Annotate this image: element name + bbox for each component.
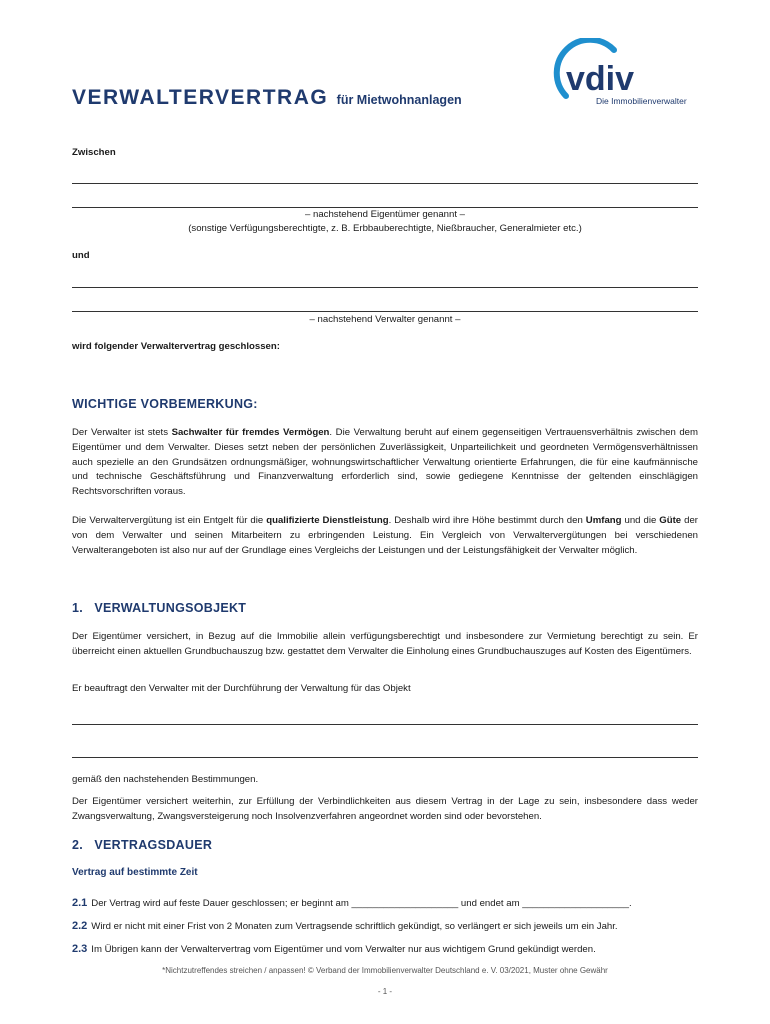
title-sub: für Mietwohnanlagen — [336, 93, 462, 107]
object-line-1[interactable] — [72, 724, 698, 725]
document-title — [72, 86, 462, 110]
section2-subheading: Vertrag auf bestimmte Zeit — [72, 867, 198, 878]
vdiv-logo — [552, 38, 702, 112]
manager-line-2[interactable] — [72, 311, 698, 312]
section1-paragraph-2: Er beauftragt den Verwalter mit der Durchführung der Verwaltung für das Objekt — [72, 683, 411, 694]
clause-2-3: 2.3 Im Übrigen kann der Verwaltervertrag vom Eigentümer und vom Verwalter nur aus wichtigem Grund gekündigt werden. — [72, 943, 596, 955]
logo-arc-icon — [552, 38, 702, 112]
section1-title: VERWALTUNGSOBJEKT — [94, 601, 247, 615]
and-label: und — [72, 250, 90, 261]
object-line-2[interactable] — [72, 757, 698, 758]
preamble-paragraph-1: Der Verwalter ist stets Sachwalter für fremdes Vermögen. Die Verwaltung beruht auf einem gegenseitigen Vertrauensverhältnis zwischen dem Eigentümer und dem Verwalter. Dieses setzt neben der persönlichen Zuverlässigkeit, Unparteilichkeit und geordneten Vermögensverhältnissen auch spezielle an den Grundsätzen ordnungsmäßiger, wohnungswirtschaftlicher Verwaltung orientierte Erfahrungen, die für eine kaufmännische und technische Geschäftsführung und Finanzverwaltung erforderlich sind, sowie gediegene Kenntnisse der geltenden einschlägigen Rechtsvorschriften voraus. — [72, 427, 699, 498]
clause-2-1: 2.1 Der Vertrag wird auf feste Dauer geschlossen; er beginnt am ____________________ und endet am ____________________. — [72, 897, 632, 909]
logo-brand: vdiv — [566, 60, 635, 98]
manager-note: – nachstehend Verwalter genannt – — [309, 314, 461, 325]
closing-text: wird folgender Verwaltervertrag geschlossen: — [72, 341, 280, 352]
preamble-paragraph-2: Die Verwaltervergütung ist ein Entgelt für die qualifizierte Dienstleistung. Deshalb wird ihre Höhe bestimmt durch den Umfang und die Güte der von dem Verwalter und seinen Mitarbeitern zu erbringenden Leistung. Ein Vergleich von Verwaltervergütungen bei verschiedenen Verwalterangeboten ist also nur auf der Grundlage eines Vergleichs der Leistungen und der Leistungsfähigkeit der Verwalter möglich. — [72, 515, 698, 556]
section1-paragraph-1: Der Eigentümer versichert, in Bezug auf die Immobilie allein verfügungsberechtigt und insbesondere zur Vermietung berechtigt zu sein. Er überreicht einen aktuellen Grundbuchauszug bzw. gestattet dem Verwalter die Einholung eines Grundbuchauszuges auf Kosten des Eigentümers. — [72, 631, 698, 657]
logo-tagline: Die Immobilienverwalter — [596, 96, 687, 106]
section1-paragraph-4: Der Eigentümer versichert weiterhin, zur Erfüllung der Verbindlichkeiten aus diesem Vertrag in der Lage zu sein, insbesondere dass weder Zwangsverwaltung, Zwangsversteigerung noch Insolvenzverfahren angeordnet worden sind oder bevorstehen. — [72, 796, 698, 822]
title-main: VERWALTERVERTRAG — [72, 86, 329, 109]
owner-subnote: (sonstige Verfügungsberechtigte, z. B. Erbbauberechtigte, Nießbraucher, Generalmieter etc.) — [188, 223, 582, 234]
section1-number: 1. — [72, 601, 84, 615]
section2-number: 2. — [72, 838, 84, 852]
section1-heading — [72, 601, 246, 615]
preamble-heading: WICHTIGE VORBEMERKUNG: — [72, 397, 258, 411]
owner-note: – nachstehend Eigentümer genannt – — [304, 209, 466, 220]
section1-paragraph-3: gemäß den nachstehenden Bestimmungen. — [72, 774, 259, 785]
between-label: Zwischen — [72, 147, 116, 158]
clause-2-2: 2.2 Wird er nicht mit einer Frist von 2 Monaten zum Vertragsende schriftlich gekündigt, so verlängert er sich jeweils um ein Jahr. — [72, 920, 618, 932]
section2-title: VERTRAGSDAUER — [94, 838, 213, 852]
section2-heading — [72, 838, 212, 852]
footer-note: *Nichtzutreffendes streichen / anpassen! © Verband der Immobilienverwalter Deutschland e. V. 03/2021, Muster ohne Gewähr — [162, 966, 608, 975]
owner-line-1[interactable] — [72, 183, 698, 184]
manager-line-1[interactable] — [72, 287, 698, 288]
page-number: - 1 - — [377, 987, 393, 996]
